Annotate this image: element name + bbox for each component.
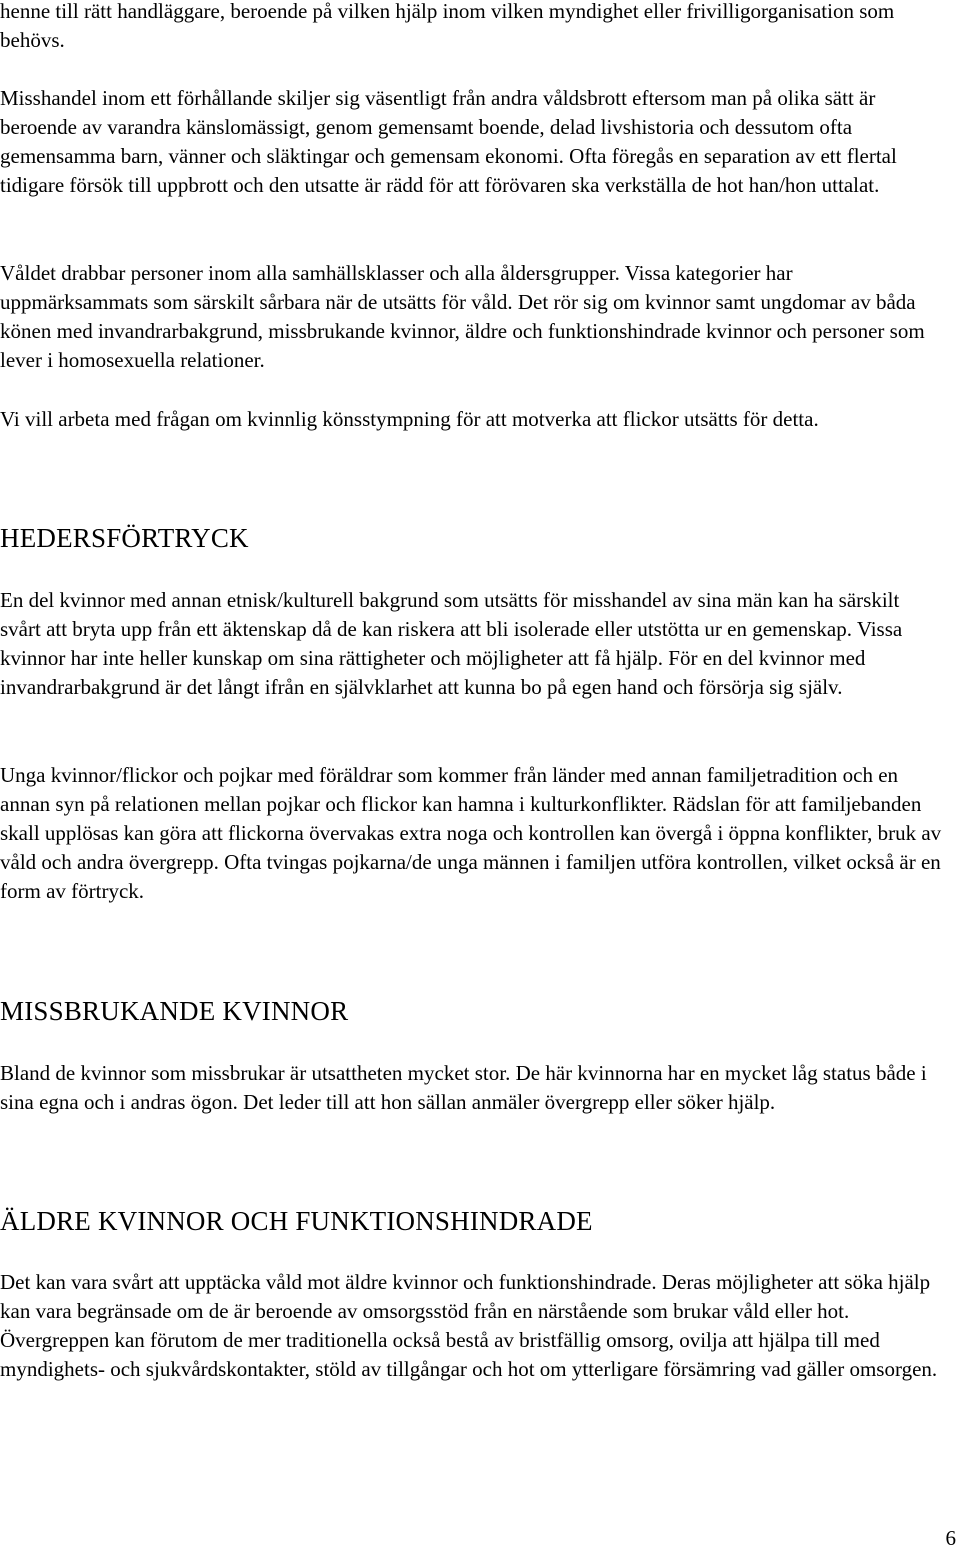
paragraph-intro-continuation: henne till rätt handläggare, beroende på vilken hjälp inom vilken myndighet eller frivilligorganisation som behövs. [0, 0, 895, 52]
paragraph-konsstympning: Vi vill arbeta med frågan om kvinnlig könsstympning för att motverka att flickor utsätts för detta. [0, 407, 819, 431]
paragraph-hedersfortryck-2: Unga kvinnor/flickor och pojkar med föräldrar som kommer från länder med annan familjetradition och en annan syn på relationen mellan pojkar och flickor kan hamna i kulturkonflikter. Rädslan för att familjebanden skall upplösas kan göra att flickorna övervakas extra noga och kontrollen kan övergå i öppna konflikter, bruk av våld och andra övergrepp. Ofta tvingas pojkarna/de unga männen i familjen utföra kontrollen, vilket också är en form av förtryck. [0, 763, 942, 903]
paragraph-missbrukande-kvinnor: Bland de kvinnor som missbrukar är utsattheten mycket stor. De här kvinnorna har en mycket låg status både i sina egna och i andras ögon. Det leder till att hon sällan anmäler övergrepp eller söker hjälp. [0, 1061, 927, 1114]
section-heading-missbrukande-kvinnor: MISSBRUKANDE KVINNOR [0, 996, 349, 1026]
paragraph-aldre-kvinnor: Det kan vara svårt att upptäcka våld mot äldre kvinnor och funktionshindrade. Deras möjligheter att söka hjälp kan vara begränsade om de är beroende av omsorgsstöd från en närstående som brukar våld eller hot. Övergreppen kan förutom de mer traditionella också bestå av bristfällig omsorg, ovilja att hjälpa till med myndighets- och sjukvårdskontakter, stöld av tillgångar och hot om ytterligare försämring vad gäller omsorgen. [0, 1270, 938, 1381]
page-number: 6 [945, 1526, 956, 1550]
section-heading-aldre-kvinnor: ÄLDRE KVINNOR OCH FUNKTIONSHINDRADE [0, 1206, 593, 1236]
paragraph-hedersfortryck-1: En del kvinnor med annan etnisk/kulturell bakgrund som utsätts för misshandel av sina män kan ha särskilt svårt att bryta upp från ett äktenskap då de kan riskera att bli isolerade eller utstötta ur en gemenskap. Vissa kvinnor har inte heller kunskap om sina rättigheter och möjligheter att få hjälp. För en del kvinnor med invandrarbakgrund är det långt ifrån en självklarhet att kunna bo på egen hand och försörja sig själv. [0, 588, 903, 699]
paragraph-misshandel: Misshandel inom ett förhållande skiljer sig väsentligt från andra våldsbrott eftersom man på olika sätt är beroende av varandra känslomässigt, genom gemensamt boende, delad livshistoria och dessutom ofta gemensamma barn, vänner och släktingar och gemensam ekonomi. Ofta föregås en separation av ett flertal tidigare försök till uppbrott och den utsatte är rädd för att förövaren ska verkställa de hot han/hon uttalat. [0, 86, 897, 197]
paragraph-valdet: Våldet drabbar personer inom alla samhällsklasser och alla åldersgrupper. Vissa kategorier har uppmärksammats som särskilt sårbara när de utsätts för våld. Det rör sig om kvinnor samt ungdomar av båda könen med invandrarbakgrund, missbrukande kvinnor, äldre och funktionshindrade kvinnor och personer som lever i homosexuella relationer. [0, 261, 925, 372]
section-heading-hedersfortryck: HEDERSFÖRTRYCK [0, 523, 249, 553]
